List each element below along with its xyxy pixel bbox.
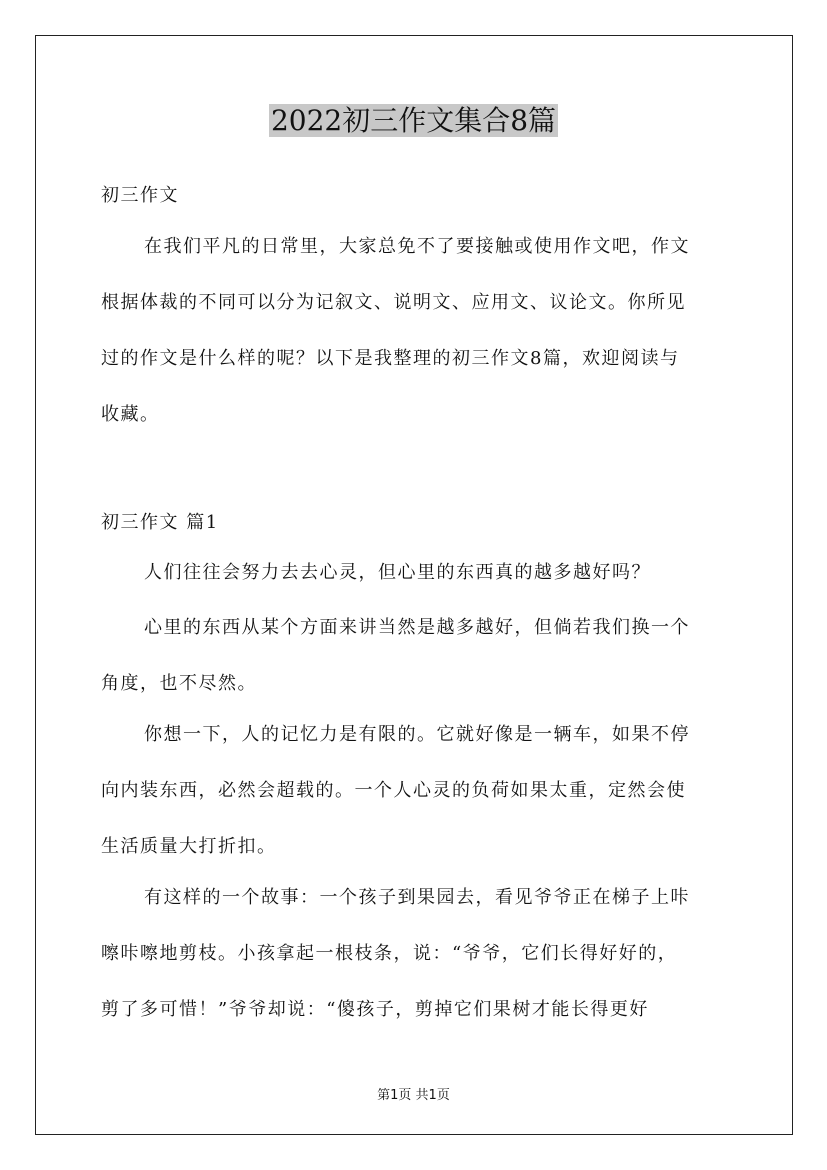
essay-line: 心里的东西从某个方面来讲当然是越多越好，但倘若我们换一个 (144, 617, 690, 638)
intro-line: 根据体裁的不同可以分为记叙文、说明文、应用文、议论文。你所见 (101, 292, 686, 313)
essay-paragraph (101, 870, 731, 1038)
essay-line: 有这样的一个故事：一个孩子到果园去，看见爷爷正在梯子上咔 (144, 887, 690, 908)
essay-paragraph (101, 545, 731, 601)
essay-line: 生活质量大打折扣。 (101, 836, 277, 857)
section-heading: 初三作文 (101, 185, 179, 206)
essay-heading: 初三作文 篇1 (101, 512, 219, 533)
document-title-text: 2022初三作文集合8篇 (270, 104, 557, 137)
essay-line: 角度，也不尽然。 (101, 673, 257, 694)
essay-line: 嚓咔嚓地剪枝。小孩拿起一根枝条，说：“爷爷，它们长得好好的， (101, 943, 678, 964)
document-title (0, 99, 827, 143)
essay-line: 人们往往会努力去去心灵，但心里的东西真的越多越好吗？ (144, 562, 651, 583)
essay-paragraph (101, 707, 731, 875)
intro-line: 收藏。 (101, 404, 160, 425)
essay-line: 向内装东西，必然会超载的。一个人心灵的负荷如果太重，定然会使 (101, 780, 686, 801)
intro-paragraph (101, 219, 731, 443)
essay-line: 剪了多可惜！”爷爷却说：“傻孩子，剪掉它们果树才能长得更好 (101, 999, 649, 1020)
page-footer: 第1页 共1页 (377, 1088, 450, 1103)
intro-line: 过的作文是什么样的呢？以下是我整理的初三作文8篇，欢迎阅读与 (101, 348, 680, 369)
essay-line: 你想一下，人的记忆力是有限的。它就好像是一辆车，如果不停 (144, 724, 690, 745)
essay-paragraph (101, 600, 731, 712)
intro-line: 在我们平凡的日常里，大家总免不了要接触或使用作文吧，作文 (144, 236, 690, 257)
